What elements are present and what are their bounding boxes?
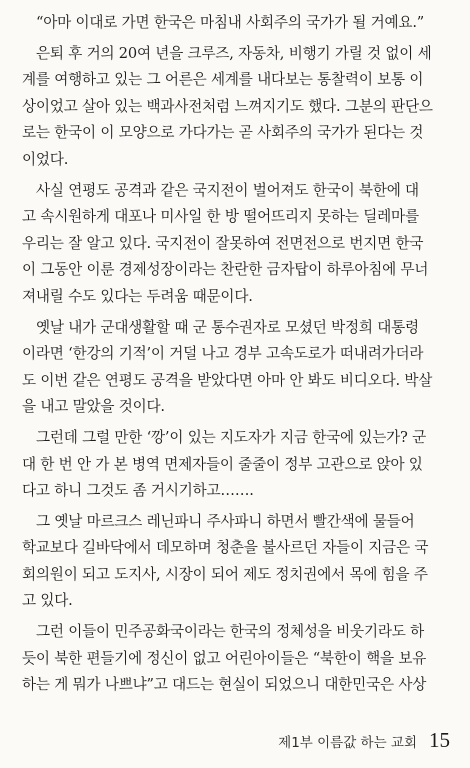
text-line: 사실 연평도 공격과 같은 국지전이 벌어져도 한국이 북한에 대 [36, 181, 419, 199]
paragraph [22, 10, 448, 37]
text-line: 져내릴 수도 있다는 두려움 때문이다. [22, 287, 253, 305]
paragraph [22, 178, 448, 311]
running-head: 제1부 이름값 하는 교회 [278, 735, 417, 751]
text-line: 그런데 그럴 만한 ‘깡’이 있는 지도자가 지금 한국에 있는가? 군 [36, 428, 426, 446]
text-line: 우리는 잘 알고 있다. 국지전이 잘못하여 전면전으로 번지면 한국 [22, 234, 424, 252]
text-line: 회의원이 되고 도지사, 시장이 되어 제도 정치권에서 목에 힘을 주 [22, 565, 428, 583]
text-line: 고 있다. [22, 592, 73, 610]
paragraph [22, 41, 448, 174]
text-line: 다고 하니 그것도 좀 거시기하고……. [22, 482, 254, 500]
text-line: 상이었고 살아 있는 백과사전처럼 느껴지기도 했다. 그분의 판단으 [22, 97, 433, 115]
text-line: 로는 한국이 이 모양으로 가다가는 곧 사회주의 국가가 된다는 것 [22, 124, 424, 142]
text-line: 은퇴 후 거의 20여 년을 크루즈, 자동차, 비행기 가릴 것 없이 세 [36, 44, 432, 62]
text-line: “아마 이대로 가면 한국은 마침내 사회주의 국가가 될 거예요.” [36, 14, 425, 31]
text-line: 이 그동안 이룬 경제성장이라는 찬란한 금자탑이 하루아침에 무너 [22, 261, 429, 279]
page-footer [278, 728, 450, 753]
text-line: 계를 여행하고 있는 그 어른은 세계를 내다보는 통찰력이 보통 이 [22, 71, 424, 89]
text-line: 듯이 북한 편들기에 정신이 없고 어린아이들은 “북한이 핵을 보유 [22, 649, 427, 667]
text-line: 그 옛날 마르크스 레닌파니 주사파니 하면서 빨간색에 물들어 [36, 512, 415, 530]
text-line: 이었다. [22, 150, 69, 168]
text-line: 학교보다 길바닥에서 데모하며 청춘을 불사르던 자들이 지금은 국 [22, 539, 429, 557]
text-line: 도 이번 같은 연평도 공격을 받았다면 아마 안 봐도 비디오다. 박살 [22, 371, 433, 389]
page-number: 15 [429, 728, 450, 752]
paragraph [22, 509, 448, 615]
paragraph [22, 619, 448, 699]
body-text [22, 10, 448, 703]
text-line: 대 한 번 안 가 본 병역 면제자들이 줄줄이 정부 고관으로 앉아 있 [22, 455, 423, 473]
text-line: 하는 게 뭐가 나쁘냐”고 대드는 현실이 되었으니 대한민국은 사상 [22, 676, 427, 694]
text-line: 옛날 내가 군대생활할 때 군 통수권자로 모셨던 박정희 대통령 [36, 318, 419, 336]
text-line: 을 내고 말았을 것이다. [22, 398, 165, 416]
text-line: 이라면 ‘한강의 기적’이 거덜 나고 경부 고속도로가 떠내려가더라 [22, 345, 424, 363]
text-line: 고 속시원하게 대포나 미사일 한 방 떨어뜨리지 못하는 딜레마를 [22, 208, 419, 226]
text-line: 그런 이들이 민주공화국이라는 한국의 정체성을 비웃기라도 하 [36, 623, 424, 641]
paragraph [22, 425, 448, 505]
paragraph [22, 315, 448, 421]
